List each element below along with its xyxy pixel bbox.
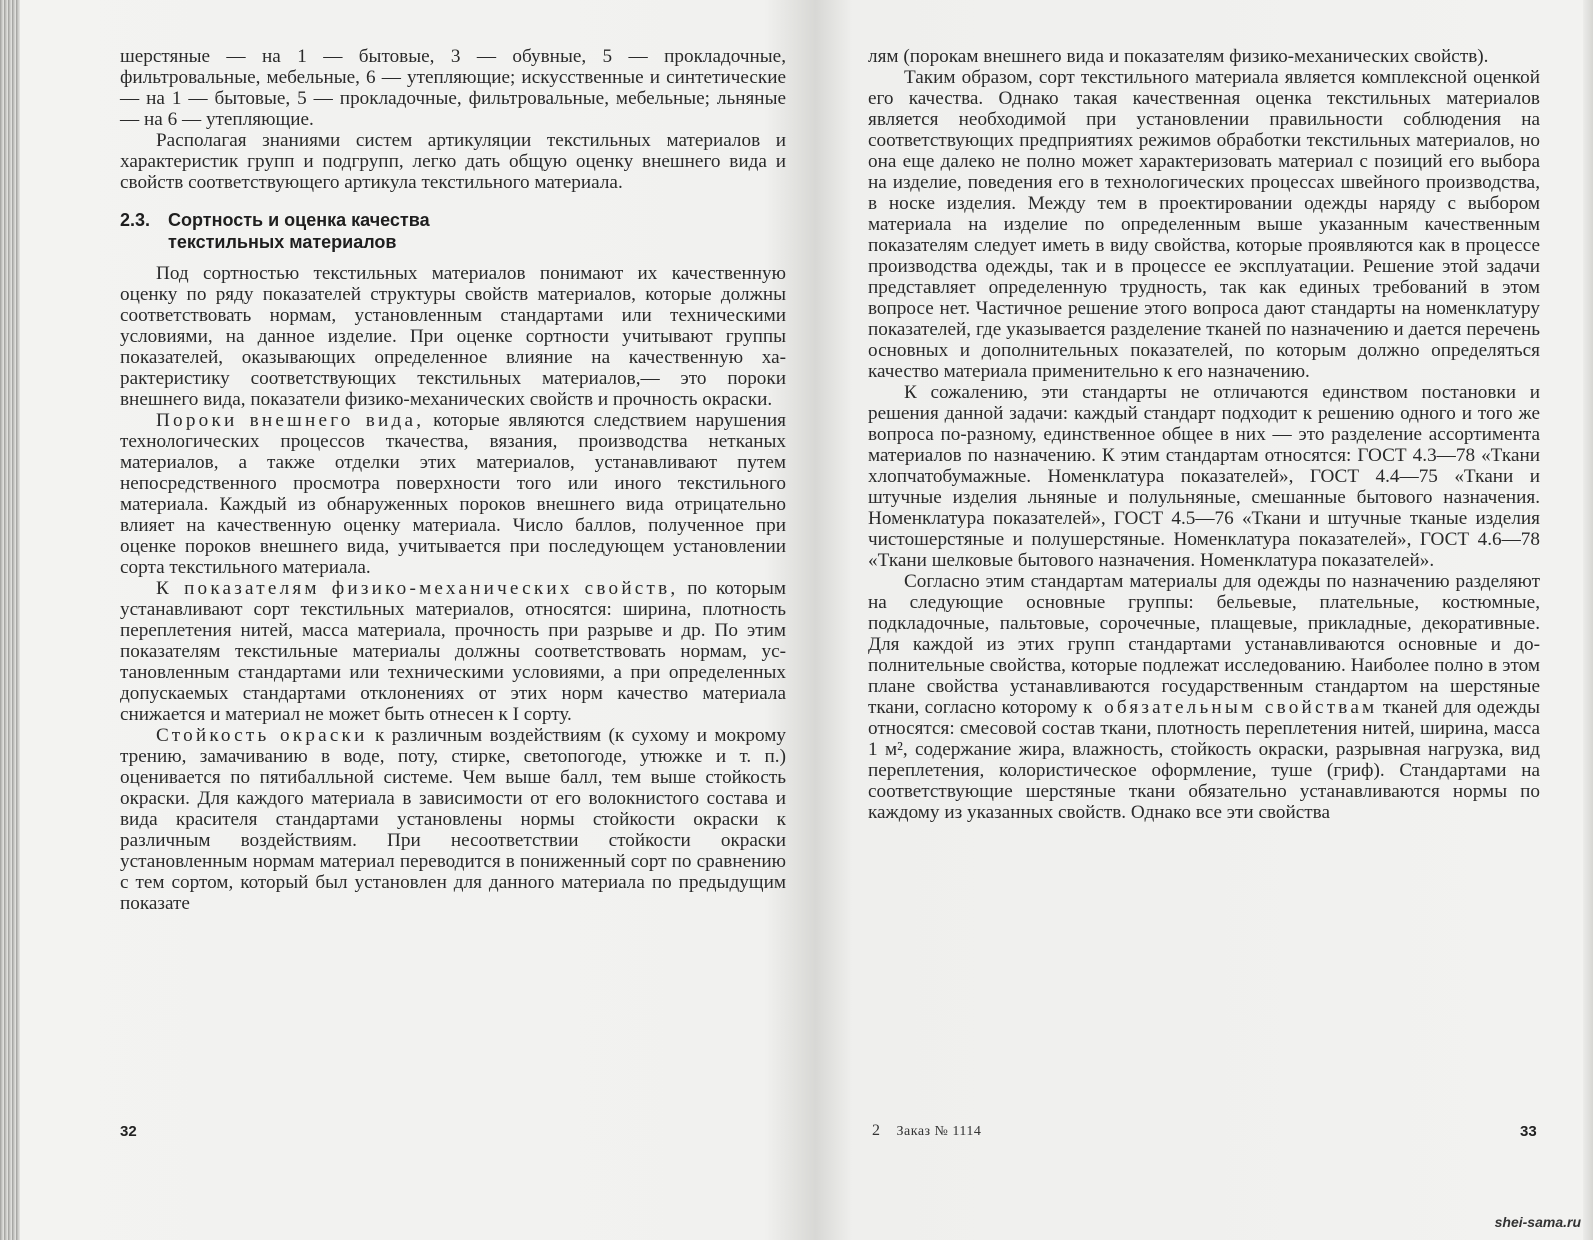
- watermark: shei-sama.ru: [1494, 1214, 1581, 1230]
- paragraph: шерстяные — на 1 — бытовые, 3 — обувные, 5 — прокладочные, фильтровальные, мебельные, 6 — утепляющие; искусственные и синтетические — на 1 — бытовые, 5 — прокладочные, фильтровальные, мебельные; льняные — на 6 — утепляющие.: [120, 46, 786, 130]
- paragraph: К сожалению, эти стандарты не отличаются единством постановки и решения данной задачи: каждый стандарт подходит к решению одного и того же вопроса по-разному, единственное общее в них — это разделение ассортимента материалов по назначению. К этим стандартам относятся: ГОСТ 4.3—78 «Ткани хлопчатобумажные. Номенклатура показателей», ГОСТ 4.4—75 «Ткани и штучные изделия льняные и полульняные, смешанные бытового назначения. Номенклатура показателей», ГОСТ 4.5—76 «Ткани и штучные тканые изделия чистошерстяные и полушерстяные. Номенклатура показателей», ГОСТ 4.6—78 «Ткани шелковые бытового назначения. Номенклатура показателей».: [868, 382, 1540, 571]
- spaced-term: Пороки внешнего вида,: [156, 410, 425, 431]
- paragraph: Таким образом, сорт текстильного материала является комплексной оценкой его качества. Однако такая качественная оценка текстильных материалов является необходимой при установлении правильности соблюдения на соответствующих предприятиях режимов обработки текстильных материалов, но она еще далеко не полно может характеризовать материал с позиций его выбора на изделие, поведения его в технологических процессах швейного производства, в носке изделия. Между тем в проектировании одежды наряду с выбором материала на изделие по определенным выше указанным качественным показателям следует иметь в виду свойства, которые проявляются как в процессе производства одежды, так и в процессе ее эксплуатации. Решение этой задачи представляет определенную трудность, так как единых требований в этом вопросе нет. Частичное решение этого вопроса дают стандарты на номенклатуру показателей, где указывается разделение тканей по назначению и дается перечень основных и дополнительных показателей, по которым должно определяться качество материала применительно к его назначению.: [868, 67, 1540, 382]
- paragraph-text: которые являются следствием нарушения технологических процессов ткачества, вязания, производства нетканых материалов, а также отделки этих материалов, устанавливают путем непосредственного просмотра поверхности того или иного текстильного материала. Каждый из обнаруженных пороков внешнего вида отрицательно влияет на качественную оценку материала. Число баллов, полученное при оценке пороков внешнего вида, учитывается при последующем установлении сорта текстильного материала.: [120, 410, 786, 578]
- page-edges-left: [0, 0, 20, 1240]
- section-title-line2: текстильных материалов: [168, 232, 397, 252]
- signature-mark: 2: [872, 1122, 881, 1139]
- section-title-line1: Сортность и оценка качества: [168, 210, 430, 230]
- paragraph: [868, 571, 1540, 823]
- paragraph-text: к различным воздействиям (к сухому и мокрому трению, замачиванию в воде, поту, стирке, светопогоде, утюжке и т. п.) оценивается по пятибалльной системе. Чем выше балл, тем выше стойкость окраски. Для каждого материала в зависимости от его волокнистого состава и вида красителя стандартами установлены нормы стойкости окраски к различным воздействиям. При несоответствии стойкости окраски установленным нормам материал переводится в пониженный сорт по сравнению с тем сортом, который был установлен для данного материала по предыдущим показате: [120, 725, 786, 914]
- paragraph-text: по которым устанавливают сорт текстильных материалов, относятся: ширина, плотность переплетения нитей, масса материала, прочность при разрыве и др. По этим показателям текстильные материалы должны соответствовать нормам, установленным стандартами или техническими условиями, а при определенных допускаемых стандартами отклонениях от этих норм качество материала снижается и материал не может быть отнесен к I сорту.: [120, 578, 787, 725]
- left-page: [120, 46, 786, 914]
- paragraph: Располагая знаниями систем артикуляции текстильных материалов и характеристик групп и подгрупп, легко дать общую оценку внешнего вида и свойств соответствующего артикула текстильного материала.: [120, 130, 786, 193]
- page-number-right: 33: [1520, 1123, 1537, 1140]
- section-heading: [120, 209, 786, 253]
- printer-order-note: [872, 1122, 981, 1140]
- paragraph: [120, 725, 786, 914]
- spaced-term: Стойкость окраски: [156, 725, 368, 746]
- spaced-term: к обязательным свойствам: [1082, 697, 1378, 718]
- paragraph-text: Согласно этим стандартам материалы для одежды по назначению разделяют на следующие основные группы: бельевые, плательные, костюмные, подкладочные, пальтовые, сорочечные, плащевые, прикладные, декоративные. Для каждой из этих групп стандартами устанавливаются основные и дополнительные свойства, которые подлежат исследованию. Наиболее полно в этом плане свойства устанавливаются государственным стандартом на шерстяные ткани, согласно которому: [868, 571, 1540, 718]
- right-page: [868, 46, 1540, 823]
- section-number: 2.3.: [120, 210, 151, 230]
- page-edges-right: [1583, 0, 1593, 1240]
- order-number: Заказ № 1114: [896, 1124, 982, 1139]
- paragraph: [120, 410, 786, 578]
- page-number-left: 32: [120, 1123, 137, 1140]
- paragraph: [120, 578, 786, 725]
- paragraph: Под сортностью текстильных материалов понимают их качественную оценку по ряду показателей структуры свойств материалов, которые должны соответствовать нормам, установленным стандартами или техническими условиями, на данное изделие. При оценке сортности учитывают группы показателей, оказывающих определенное влияние на качественную характеристику соответствующих текстильных материалов,— это пороки внешнего вида, показатели физико-механических свойств и прочность окраски.: [120, 263, 786, 410]
- paragraph-text: тканей для одежды относятся: смесовой состав ткани, плотность переплетения нитей, ширина, масса 1 м², содержание жира, влажность, стойкость окраски, разрывная нагрузка, вид переплетения, колористическое оформление, туше (гриф). Стандартами на соответствующие шерстяные ткани обязательно устанавливаются нормы по каждому из указанных свойств. Однако все эти свойства: [868, 697, 1540, 823]
- paragraph: лям (порокам внешнего вида и показателям физико-механических свойств).: [868, 46, 1489, 67]
- spaced-term: К показателям физико-механических свойств,: [156, 578, 679, 599]
